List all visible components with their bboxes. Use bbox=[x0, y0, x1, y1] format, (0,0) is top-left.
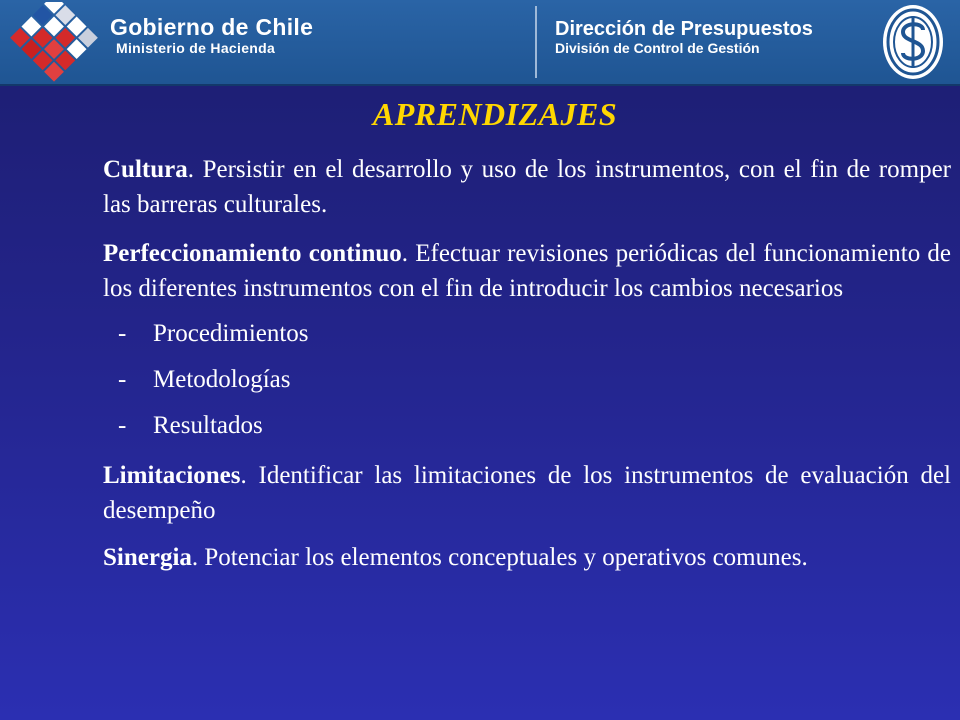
bullet-text: Metodologías bbox=[153, 365, 291, 393]
paragraph-perfeccionamiento bbox=[103, 236, 951, 306]
bullet-item bbox=[103, 310, 951, 356]
direccion-title: Dirección de Presupuestos bbox=[555, 18, 813, 40]
term-limitaciones: Limitaciones bbox=[103, 462, 241, 489]
bullet-item bbox=[103, 356, 951, 402]
text-limitaciones: . Identificar las limitaciones de los instrumentos de evaluación del desempeño bbox=[103, 462, 951, 524]
term-cultura: Cultura bbox=[103, 156, 188, 183]
text-sinergia: . Potenciar los elementos conceptuales y operativos comunes. bbox=[191, 544, 808, 571]
gobierno-de-chile-logo-icon bbox=[4, 2, 104, 82]
header-divider bbox=[535, 6, 537, 78]
bullet-list bbox=[103, 310, 951, 448]
division-subtitle: División de Control de Gestión bbox=[555, 40, 760, 56]
paragraph-cultura bbox=[103, 152, 951, 222]
dipres-logo-icon bbox=[873, 2, 953, 82]
text-perfeccionamiento: . Efectuar revisiones periódicas del funcionamiento de los diferentes instrumentos con el fin de introducir los cambios necesarios bbox=[103, 240, 951, 302]
bullet-dash: - bbox=[118, 411, 127, 439]
bullet-text: Procedimientos bbox=[153, 319, 309, 347]
header-bar bbox=[0, 0, 960, 86]
direccion-block bbox=[555, 18, 813, 56]
paragraph-limitaciones bbox=[103, 458, 951, 528]
slide-content bbox=[103, 152, 951, 575]
ministerio-subtitle: Ministerio de Hacienda bbox=[116, 40, 276, 56]
bullet-dash: - bbox=[118, 365, 127, 393]
bullet-text: Resultados bbox=[153, 411, 263, 439]
term-sinergia: Sinergia bbox=[103, 544, 192, 571]
gobierno-block bbox=[110, 14, 313, 56]
slide-title: APRENDIZAJES bbox=[372, 96, 618, 132]
paragraph-sinergia bbox=[103, 540, 951, 575]
bullet-dash: - bbox=[118, 319, 127, 347]
bullet-item bbox=[103, 402, 951, 448]
gobierno-title: Gobierno de Chile bbox=[110, 14, 314, 40]
text-cultura: . Persistir en el desarrollo y uso de los instrumentos, con el fin de romper las barreras culturales. bbox=[103, 156, 951, 218]
term-perfeccionamiento: Perfeccionamiento continuo bbox=[103, 240, 402, 267]
